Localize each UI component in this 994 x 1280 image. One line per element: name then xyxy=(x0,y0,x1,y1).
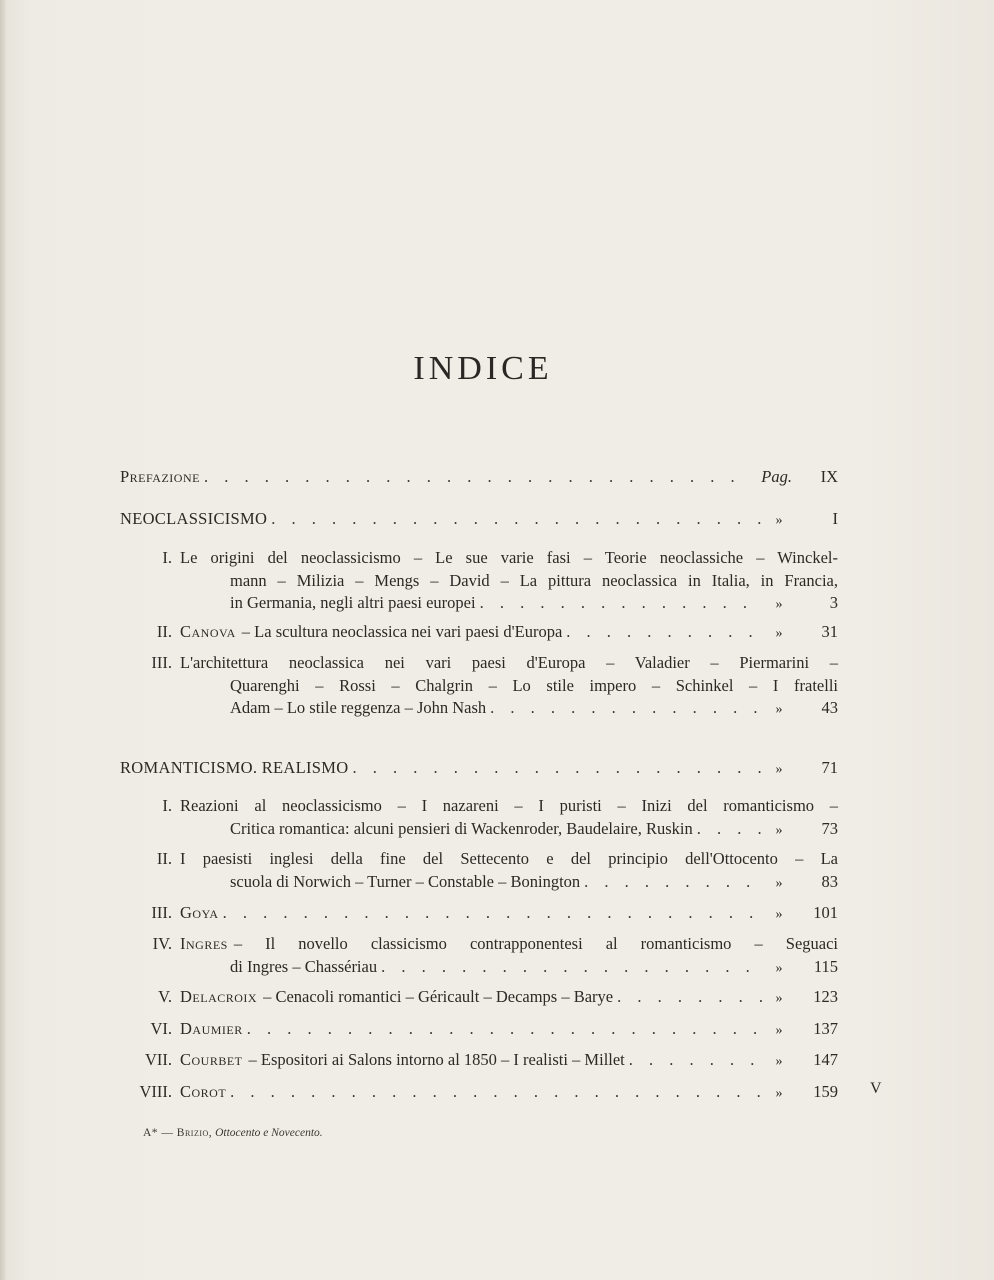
dot-leader xyxy=(381,956,762,979)
chapter-number: I. xyxy=(162,796,172,815)
chapter-page: 159 xyxy=(813,1082,838,1101)
chapter-number: VIII. xyxy=(139,1082,172,1101)
chapter-name: Canova xyxy=(180,622,236,641)
chapter-number: IV. xyxy=(152,934,172,953)
dot-leader xyxy=(566,621,762,644)
ditto-mark: » xyxy=(775,960,783,976)
chapter-page: 83 xyxy=(821,871,838,891)
toc-chapter xyxy=(130,1049,838,1074)
toc-chapter xyxy=(130,1081,838,1106)
chapter-page: 123 xyxy=(813,987,838,1006)
ditto-mark: » xyxy=(775,1023,783,1038)
dot-leader xyxy=(617,986,762,1009)
toc-chapter xyxy=(130,547,838,617)
dot-leader xyxy=(584,871,762,894)
toc-part-romanticismo xyxy=(120,757,838,782)
dot-leader xyxy=(204,466,748,489)
chapter-page: 3 xyxy=(829,593,838,612)
toc-chapter xyxy=(130,1018,838,1043)
part-label: NEOCLASSICISMO xyxy=(120,509,268,528)
part-label: ROMANTICISMO. REALISMO xyxy=(120,758,349,777)
chapter-number: V. xyxy=(158,987,172,1006)
chapter-name: Goya xyxy=(180,903,219,922)
footnote-prefix: A* — Brizio, xyxy=(143,1127,213,1139)
chapter-name: Courbet xyxy=(180,1050,243,1069)
toc-entry-prefazione xyxy=(120,466,838,489)
ditto-mark: » xyxy=(775,762,783,777)
chapter-page: 115 xyxy=(813,956,838,976)
dot-leader xyxy=(223,902,762,925)
dot-leader xyxy=(352,757,762,780)
ditto-mark: » xyxy=(775,597,783,612)
chapter-text-line: mann – Milizia – Mengs – David – La pittura neoclassica in Italia, in Francia, xyxy=(230,570,838,590)
chapter-text-line: Adam – Lo stile reggenza – John Nash xyxy=(230,698,487,717)
ditto-mark: » xyxy=(775,1086,783,1101)
chapter-text-line: Quarenghi – Rossi – Chalgrin – Lo stile impero – Schinkel – I fratelli xyxy=(230,675,838,695)
pag-label: Pag. xyxy=(761,467,792,486)
chapter-text-line: scuola di Norwich – Turner – Constable – Bonington xyxy=(230,871,581,891)
chapter-number: III. xyxy=(151,903,172,922)
chapter-number: VII. xyxy=(144,1050,172,1069)
dot-leader xyxy=(629,1049,762,1072)
toc-part-neoclassicismo xyxy=(120,508,838,533)
chapter-page: 147 xyxy=(813,1050,838,1069)
dot-leader xyxy=(247,1018,762,1041)
toc-chapter xyxy=(130,933,838,980)
dot-leader xyxy=(230,1081,762,1104)
toc-chapter xyxy=(130,621,838,646)
page-number: V xyxy=(870,1080,882,1097)
toc-chapter xyxy=(130,652,838,722)
chapter-number: II. xyxy=(156,849,172,868)
toc-chapter xyxy=(130,986,838,1011)
toc-chapter xyxy=(130,795,838,842)
chapter-text-line: – La scultura neoclassica nei vari paesi d'Europa xyxy=(241,622,563,641)
page-title: INDICE xyxy=(413,350,553,387)
ditto-mark: » xyxy=(775,875,783,891)
dot-leader xyxy=(697,818,762,841)
ditto-mark: » xyxy=(775,991,783,1006)
chapter-number: VI. xyxy=(150,1019,172,1038)
chapter-name: Daumier xyxy=(180,1019,243,1038)
dot-leader xyxy=(490,697,762,720)
signature-footnote xyxy=(143,1127,323,1139)
chapter-number: II. xyxy=(156,622,172,641)
entry-label: Prefazione xyxy=(120,467,200,486)
ditto-mark: » xyxy=(775,822,783,838)
chapter-name: Corot xyxy=(180,1082,227,1101)
toc-chapter xyxy=(130,902,838,927)
chapter-text-line: – Cenacoli romantici – Géricault – Decamps – Barye xyxy=(263,987,614,1006)
chapter-page: 73 xyxy=(821,818,838,838)
ditto-mark: » xyxy=(775,513,783,528)
chapter-page: 43 xyxy=(821,698,838,717)
ditto-mark: » xyxy=(775,1054,783,1069)
chapter-text-line: I paesisti inglesi della fine del Settecento e del principio dell'Ottocento – La xyxy=(180,849,838,868)
chapter-text-line: di Ingres – Chassériau xyxy=(230,956,378,976)
chapter-text-line: in Germania, negli altri paesi europei xyxy=(230,593,476,612)
footnote-title: Ottocento e Novecento. xyxy=(215,1127,323,1139)
ditto-mark: » xyxy=(775,626,783,641)
dot-leader xyxy=(271,508,762,531)
part-page: I xyxy=(832,509,838,528)
chapter-name: Delacroix xyxy=(180,987,258,1006)
chapter-text-line: – Il novello classicismo contrapponentesi al romanticismo – Seguaci xyxy=(233,934,838,953)
chapter-page: 31 xyxy=(821,622,838,641)
chapter-text-line: – Espositori ai Salons intorno al 1850 – I realisti – Millet xyxy=(248,1050,625,1069)
ditto-mark: » xyxy=(775,702,783,717)
chapter-text-line: Le origini del neoclassicismo – Le sue varie fasi – Teorie neoclassiche – Winckel- xyxy=(180,548,838,567)
chapter-number: I. xyxy=(162,548,172,567)
chapter-name: Ingres xyxy=(180,934,228,953)
ditto-mark: » xyxy=(775,907,783,922)
dot-leader xyxy=(480,592,762,615)
chapter-text-line: Critica romantica: alcuni pensieri di Wackenroder, Baudelaire, Ruskin xyxy=(230,818,693,838)
toc-chapter xyxy=(130,848,838,895)
chapter-text-line: Reazioni al neoclassicismo – I nazareni – I puristi – Inizi del romanticismo – xyxy=(180,796,838,815)
entry-page: IX xyxy=(820,467,838,486)
part-page: 71 xyxy=(821,758,838,777)
chapter-text-line: L'architettura neoclassica nei vari paesi d'Europa – Valadier – Piermarini – xyxy=(180,653,838,672)
chapter-number: III. xyxy=(151,653,172,672)
chapter-page: 137 xyxy=(813,1019,838,1038)
chapter-page: 101 xyxy=(813,903,838,922)
page-edge xyxy=(0,0,6,1280)
